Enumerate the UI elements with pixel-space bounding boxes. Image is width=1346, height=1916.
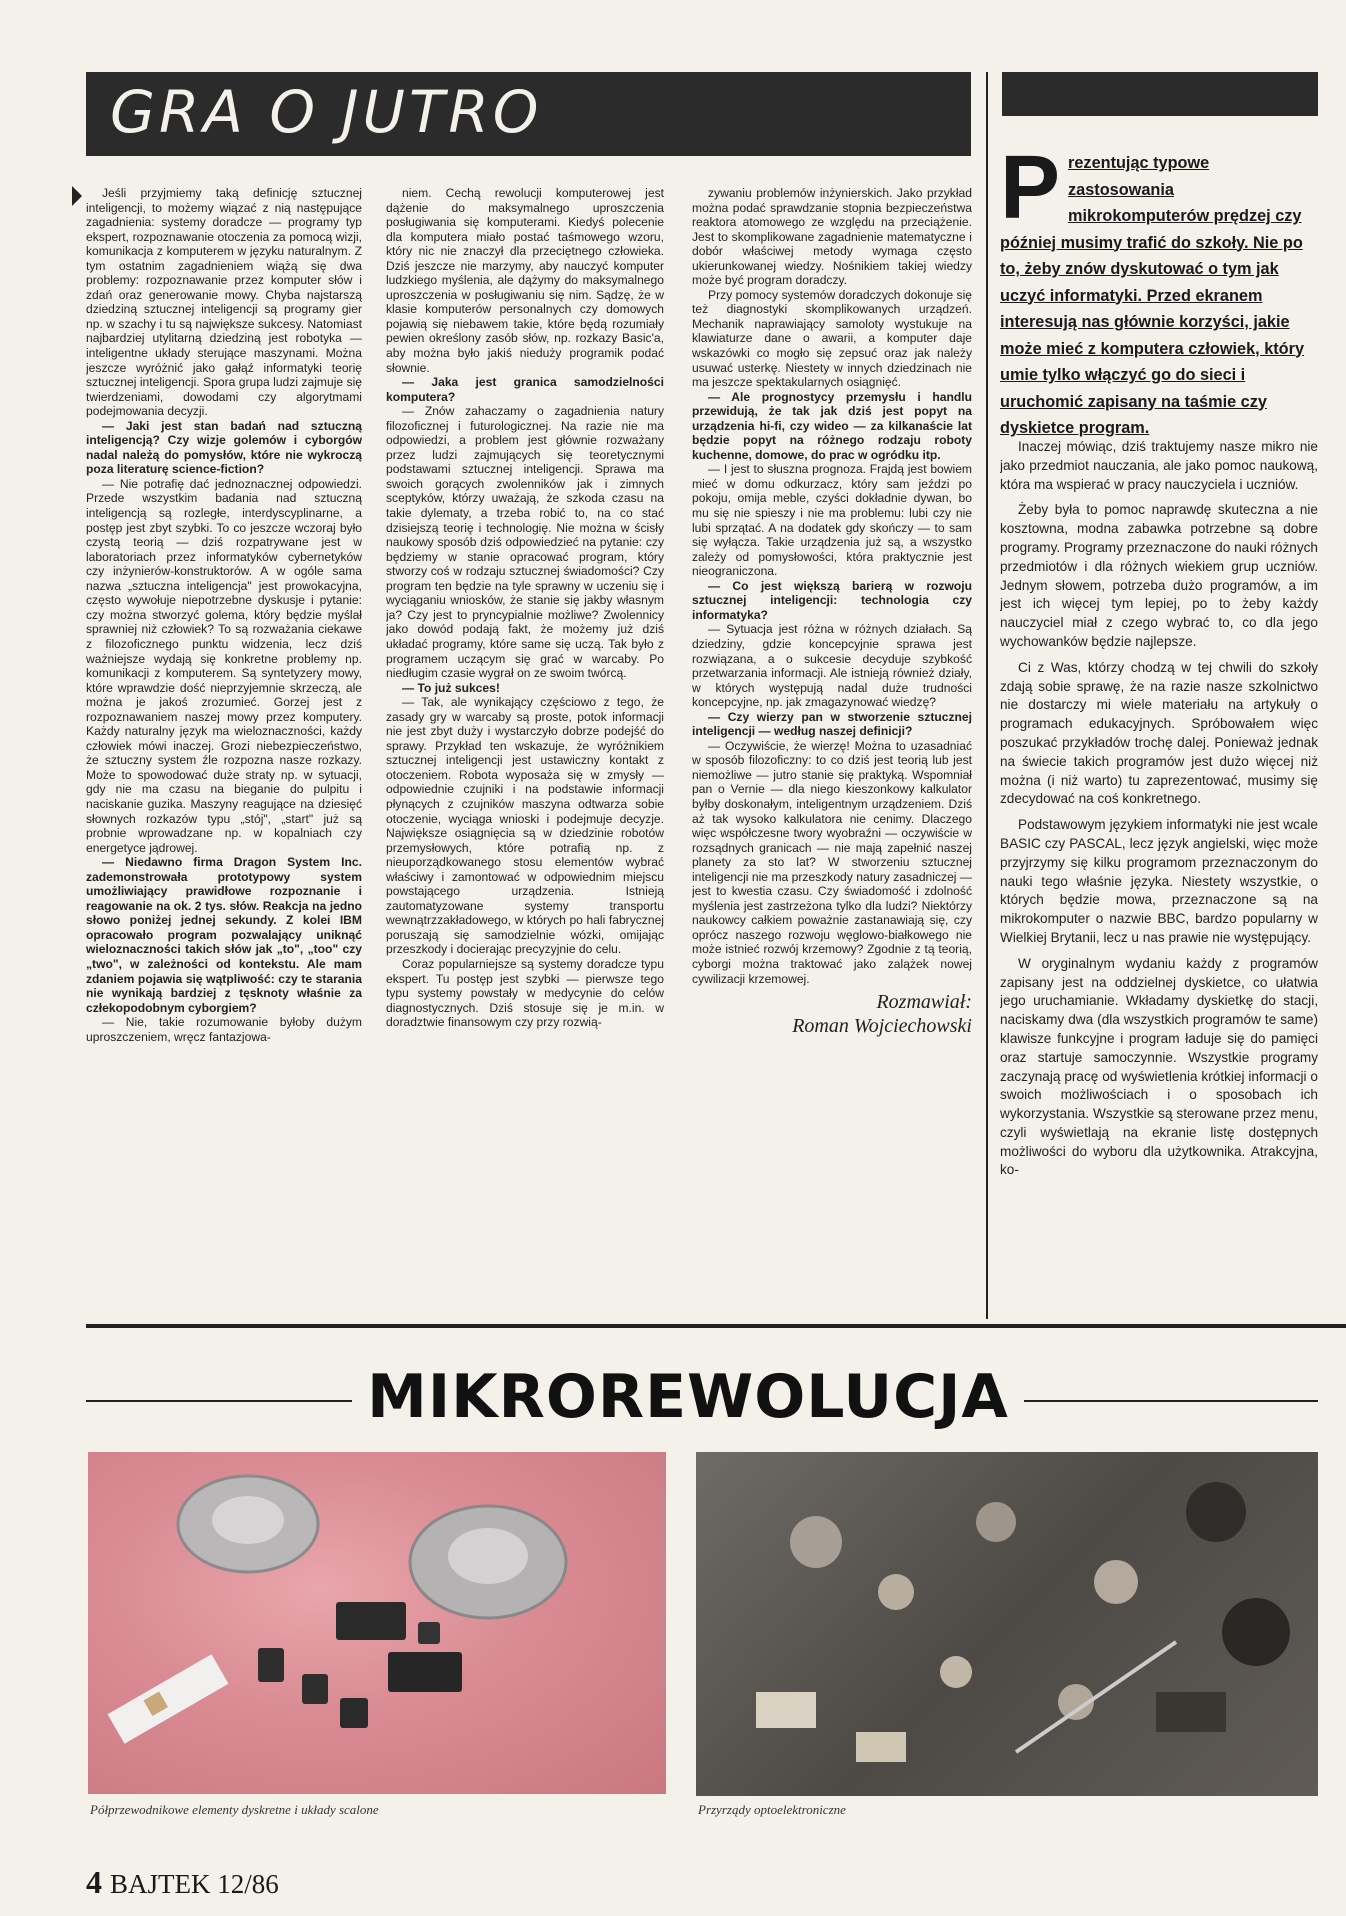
- lead-text: rezentując typowe zastosowania mikrokomputerów prędzej czy później musimy trafić do szkoły. Nie po to, żeby znów dyskutować o tym jak uczyć informatyki. Przed ekranem interesują nas głównie korzyści, jakie może mieć z komputera człowiek, który umie tylko włączyć go do sieci i uruchomić zapisany na taśmie czy dyskietce program.: [1000, 154, 1305, 437]
- photo-optoelectronics: [696, 1452, 1318, 1796]
- section-divider: [86, 1324, 1346, 1328]
- column-divider: [986, 72, 988, 1319]
- article-paragraph: — I jest to słuszna prognoza. Frajdą jest bowiem mieć w domu odkurzacz, który sam jeździ po pokoju, omija meble, czyści dokładnie dywan, bo mu się nie spieszy i nie ma problemu: lubi czy nie lubi sprzątać. A na dodatek gdy skończy — to sam się wyłącza. Takie urządzenia już są, a wszystko zależy od pomysłowości, która praktycznie jest nieograniczona.: [692, 462, 972, 579]
- sidebar-header-bar: [1002, 72, 1318, 116]
- page-number: 4: [86, 1864, 102, 1900]
- interview-question: — Czy wierzy pan w stworzenie sztucznej inteligencji — według naszej definicji?: [692, 709, 972, 739]
- section-title-rule-right: [1024, 1400, 1318, 1402]
- article-paragraph: Przy pomocy systemów doradczych dokonuje się też diagnostyki skomplikowanych urządzeń. Mechanik naprawiający samoloty wystukuje na klawiaturze dane o awarii, a komputer daje wskazówki co mogło się zepsuć oraz jak należy usuwać usterkę. Niestety w innych dziedzinach nie ma jeszcze spektakularnych osiągnięć.: [692, 287, 972, 390]
- sidebar-paragraph: Podstawowym językiem informatyki nie jest wcale BASIC czy PASCAL, lecz język angielski, więc może przyjrzymy się kilku programom przeznaczonym do nauki tego właśnie języka. Niestety wszystkie, o których będzie mowa, przeznaczone są na mikrokomputer o nazwie BBC, bardzo popularny w Wielkiej Brytanii, lecz u nas prawie nie występujący.: [1000, 817, 1318, 945]
- optoelectronics-illustration: [696, 1452, 1318, 1796]
- article-column-3: [692, 186, 972, 1320]
- photo-caption-1: Półprzewodnikowe elementy dyskretne i układy scalone: [90, 1802, 379, 1817]
- photo-caption-2: Przyrządy optoelektroniczne: [698, 1802, 846, 1817]
- interview-question: — To już sukces!: [402, 680, 500, 695]
- dropcap: P: [1000, 138, 1061, 238]
- article-paragraph: — Nie, takie rozumowanie byłoby dużym uproszczeniem, wręcz fantazjowa-: [86, 1015, 362, 1044]
- article-paragraph: Coraz popularniejsze są systemy doradcze typu ekspert. Tu postęp jest szybki — pierwsze tego typu systemy powstały w medycynie do celów diagnostycznych. Dziś stosuje się je m.in. w doradztwie finansowym czy przy rozwią-: [386, 956, 664, 1030]
- sidebar-paragraph: W oryginalnym wydaniu każdy z programów zapisany jest na oddzielnej dyskietce, co ułatwia jego uruchamianie. Wkładamy dyskietkę do stacji, naciskamy dwa (dla wszystkich programów te same) klawisze funkcyjne i program ładuje się do pamięci oraz startuje samoczynnie. Wszystkie programy zaczynają pracę od wyświetlenia krótkiej informacji o swoich możliwościach i o sposobach ich wykorzystania. Wszystkie są sterowane przez menu, czyli wyświetlają na ekranie listę dostępnych możliwości do wyboru dla użytkownika. Atrakcyjna, ko-: [1000, 955, 1318, 1178]
- article-paragraph: niem. Cechą rewolucji komputerowej jest dążenie do maksymalnego uproszczenia posługiwania się komputerami. Kiedyś polecenie dla komputera miało postać taśmowego wzoru, który nic nie znaczył dla przeciętnego człowieka. Dziś jeszcze nie marzymy, aby nauczyć komputer ludzkiego myślenia, ale dążymy do maksymalnego uproszczenia w posługiwaniu się nim. Sądzę, że w klasie komputerów personalnych czy domowych pojawią się niebawem takie, które będą rozumiały pewien określony zasób słów, np. rozkazy Basic'a, aby można było jakiś nieduży programik podać słownie.: [386, 186, 664, 375]
- article-start-marker: [72, 186, 82, 206]
- interview-question: — Ale prognostycy przemysłu i handlu przewidują, że tak jak dziś jest popyt na urządzenia hi-fi, czy wideo — za kilkanaście lat będzie popyt na różnego rodzaju roboty kuchenne, domowe, do prac w ogródku itp.: [692, 389, 972, 462]
- sidebar-body: [1000, 438, 1318, 1318]
- interviewer-label: Rozmawiał:: [876, 991, 972, 1014]
- article-paragraph: — Nie potrafię dać jednoznacznej odpowiedzi. Przede wszystkim badania nad sztuczną inteligencją są rozległe, interdyscyplinarne, a postęp jest zbyt szybki. To co jeszcze wczoraj było czystą teorią — dziś rozpatrywane jest w laboratoriach przez informatyków cybernetyków czy inżynierów-konstruktorów. A w ogóle sama nazwa „sztuczna inteligencja" jest prowokacyjna, często wywołuje niepotrzebne dyskusje i pytanie: czy można stworzyć golema, który będzie myślał sprawniej niż człowiek? To są rozważania ciekawe z filozoficznego punktu widzenia, lecz dziś ważniejsze wydają się konkretne problemy np. komunikacji z komputerem. Są syntetyzery mowy, które wprawdzie dość nieprzyjemnie skrzeczą, ale można je jakoś zrozumieć. Gorzej jest z rozpoznawaniem naszej mowy przez komputery. Każdy naturalny język ma wieloznaczności, każdy człowiek mówi inaczej. Grozi niebezpieczeństwo, że sztuczny system źle rozpozna nasze rozkazy. Może to spowodować duże straty np. w sytuacji, gdy nie ma czasu na bieganie do pulpitu i naciskanie guzika. Maszyny reagujące na dziesięć słownych rozkazów typu „stój", „start" już są probnie wprowadzane np. w kopalniach czy energetyce jądrowej.: [86, 476, 362, 855]
- article-paragraph: Jeśli przyjmiemy taką definicję sztucznej inteligencji, to możemy wiązać z nią następujące zagadnienia: systemy doradcze — programy typ ekspert, rozpoznawanie otoczenia za pomocą wizji, komunikacja z komputerem w języku naturalnym. Z tym ostatnim zagadnieniem wiążą się dwa problemy: rozpoznawanie przez komputer słów i zdań oraz generowanie mowy. Chyba najstarszą dziedziną sztucznej inteligencji są programy gier np. w szachy i tu są największe sukcesy. Natomiast najbardziej utylitarną dziedziną jest robotyka — inteligentne układy sterujące maszynami. Można jeszcze wyróżnić jako gałąź informatyki teorię sztucznej inteligencji. Spora grupa ludzi zajmuje się twierdzeniami, dowodami czy algorytmami podejmowania decyzji.: [86, 186, 362, 419]
- article-title: GRA O JUTRO: [110, 78, 543, 146]
- article-paragraph: — Sytuacja jest różna w różnych działach. Są dziedziny, gdzie koncepcyjnie sprawa jest rozwiązana, a o sukcesie decyduje szybkość przetwarzania informacji. Ale istnieją również działy, w których występują nadal duże trudności koncepcyjne, np. jak zmagazynować wiedzę?: [692, 622, 972, 710]
- page-footer: [86, 1864, 279, 1901]
- interview-question: — Niedawno firma Dragon System Inc. zademonstrowała prototypowy system umożliwiający prawidłowe rozpoznanie i reagowanie na ok. 2 tys. słów. Reakcja na jedno słowo poniżej jednej sekundy. Z kolei IBM opracowało program pozwalający uniknąć wieloznaczności takich słów jak „to", „too" czy „two", w zależności od kontekstu. Ale mam zdaniem pojawia się wątpliwość: czy te starania nie wynikają bardziej z tęsknoty właśnie za człekopodobnym cyborgiem?: [86, 855, 362, 1015]
- photo-semiconductors: [88, 1452, 666, 1794]
- sidebar-lead: [1000, 138, 1318, 442]
- interview-question: — Jaki jest stan badań nad sztuczną inteligencją? Czy wizje golemów i cyborgów nadal należą do pomysłów, które nie wykroczą poza literaturę science-fiction?: [86, 418, 362, 477]
- article-paragraph: — Oczywiście, że wierzę! Można to uzasadniać w sposób filozoficzny: to co dziś jest teorią lub jest niemożliwe — jutro stanie się praktyką. Wspomniał pan o Vernie — dla niego kieszonkowy kalkulator byłby doskonałym, inteligentnym urządzeniem. Dziś aż tak wysoko kalkulatora nie cenimy. Dlaczego więc współczesne twory wyobraźni — oczywiście w rozsądnych granicach — nie mają zapełnić naszej planety za sto lat? W stworzeniu sztucznej inteligencji nie ma przeszkody natury zasadniczej — jest to kwestia czasu. Czy świadomość i zdolność myślenia jest zastrzeżona tylko dla ludzi? Niektórzy naukowcy całkiem poważnie zastanawiają się, czy oprócz naszego rozwoju węglowo-białkowego nie może istnieć rozwój krzemowy? Zgodnie z tą teorią, cyborgi można traktować jako zalążek nowej cywilizacji krzemowej.: [692, 738, 972, 986]
- interview-question: — Jaka jest granica samodzielności komputera?: [386, 375, 664, 404]
- article-paragraph: — Znów zahaczamy o zagadnienia natury filozoficznej i futurologicznej. Na razie nie ma odpowiedzi, a problem jest głównie rozważany przez ludzi zajmujących się teoretycznymi podstawami sztucznej inteligencji. Sprawa ma swoich gorących zwolenników jak i zimnych sceptyków, którzy uważają, że szkoda czasu na takie dylematy, a trzeba robić to, na co stać dzisiejszą teorię i technologię. Nie można w ścisły naukowy sposób dziś odpowiedzieć na pytanie: czy będziemy w stanie opracować program, który stworzy coś w rodzaju sztucznej świadomości? Czy program ten będzie na tyle sprawny w uczeniu się i wyciąganiu wniosków, że stanie się jakby własnym ja? Czy jest to pryncypialnie możliwe? Zwolennicy jako dowód podają fakt, że możemy już dziś układać programy, które same się uczą. Tak było z programem uczącym się grać w warcaby. Po niedługim czasie wygrał on ze swoim twórcą.: [386, 404, 664, 681]
- interview-question: — Co jest większą barierą w rozwoju sztucznej inteligencji: technologia czy informatyka?: [692, 578, 972, 622]
- header-bar: [86, 72, 971, 156]
- article-column-2: [386, 186, 664, 1320]
- section-title-rule-left: [86, 1400, 352, 1402]
- interviewer-name: Roman Wojciechowski: [792, 1015, 972, 1038]
- sidebar-paragraph: Ci z Was, którzy chodzą w tej chwili do szkoły zdają sobie sprawę, że na razie nasze szkolnictwo nie dostarczy mi wiele materiału na artykuły o programach edukacyjnych. Spróbowałem więc poszukać przykładów trochę dalej. Ponieważ jednak na świecie takich programów jest dużo więcej niż można (i niż warto) tu zaprezentować, musimy się zdecydować na coś konkretnego.: [1000, 659, 1318, 807]
- sidebar-paragraph: Inaczej mówiąc, dziś traktujemy nasze mikro nie jako przedmiot nauczania, ale jako pomoc naukową, która ma wspierać w pracy nauczyciela i uczniów.: [1000, 439, 1318, 492]
- article-paragraph: — Tak, ale wynikający częściowo z tego, że zasady gry w warcaby są proste, potok informacji nie jest zbyt duży i wystarczyło dobrze podejść do sprawy. Przykład ten wskazuje, że wyróżnikiem sztucznej inteligencji jest ustawiczny kontakt z otoczeniem. Robota wyposaża się w zmysły — odpowiednie czujniki i na podstawie informacji płynących z czujników maszyna odtwarza sobie otoczenie, wyciąga wnioski i podejmuje decyzje. Największe osiągnięcia są w dziedzinie robotów przemysłowych, które potrafią np. z nieuporządkowanego stosu elementów wybrać właściwy i zamontować w odpowiednim miejscu powstającego urządzenia. Istnieją zautomatyzowane systemy transportu wewnątrzzakładowego, w których po hali fabrycznej poruszają się samodzielnie wózki, omijając przeszkody i docierając precyzyjnie do celu.: [386, 695, 664, 957]
- article-column-1: [86, 186, 362, 1320]
- article-paragraph: zywaniu problemów inżynierskich. Jako przykład można podać sprawdzanie stopnia bezpieczeństwa reaktora atomowego ze względu na przeciążenie. Jest to skomplikowane zagadnienie matematyczne i dobór właściwej metody wymaga często ukierunkowanej wiedzy. Nośnikiem takiej wiedzy może być program doradczy.: [692, 186, 972, 288]
- magazine-issue: BAJTEK 12/86: [110, 1869, 279, 1899]
- semiconductor-illustration: [88, 1452, 666, 1794]
- section-title: MIKROREWOLUCJA: [367, 1362, 1009, 1432]
- sidebar-paragraph: Żeby była to pomoc naprawdę skuteczna a nie kosztowna, modna zabawka potrzebne są dobre programy. Programy przeznaczone do nauki różnych przedmiotów i dla różnych wiekiem grup uczniów. Jednym słowem, potrzeba dużo programów, a im jest ich więcej tym lepiej, po to żeby każdy nauczyciel miał z czego wybrać to, co dla jego wychowanków będzie najlepsze.: [1000, 502, 1318, 649]
